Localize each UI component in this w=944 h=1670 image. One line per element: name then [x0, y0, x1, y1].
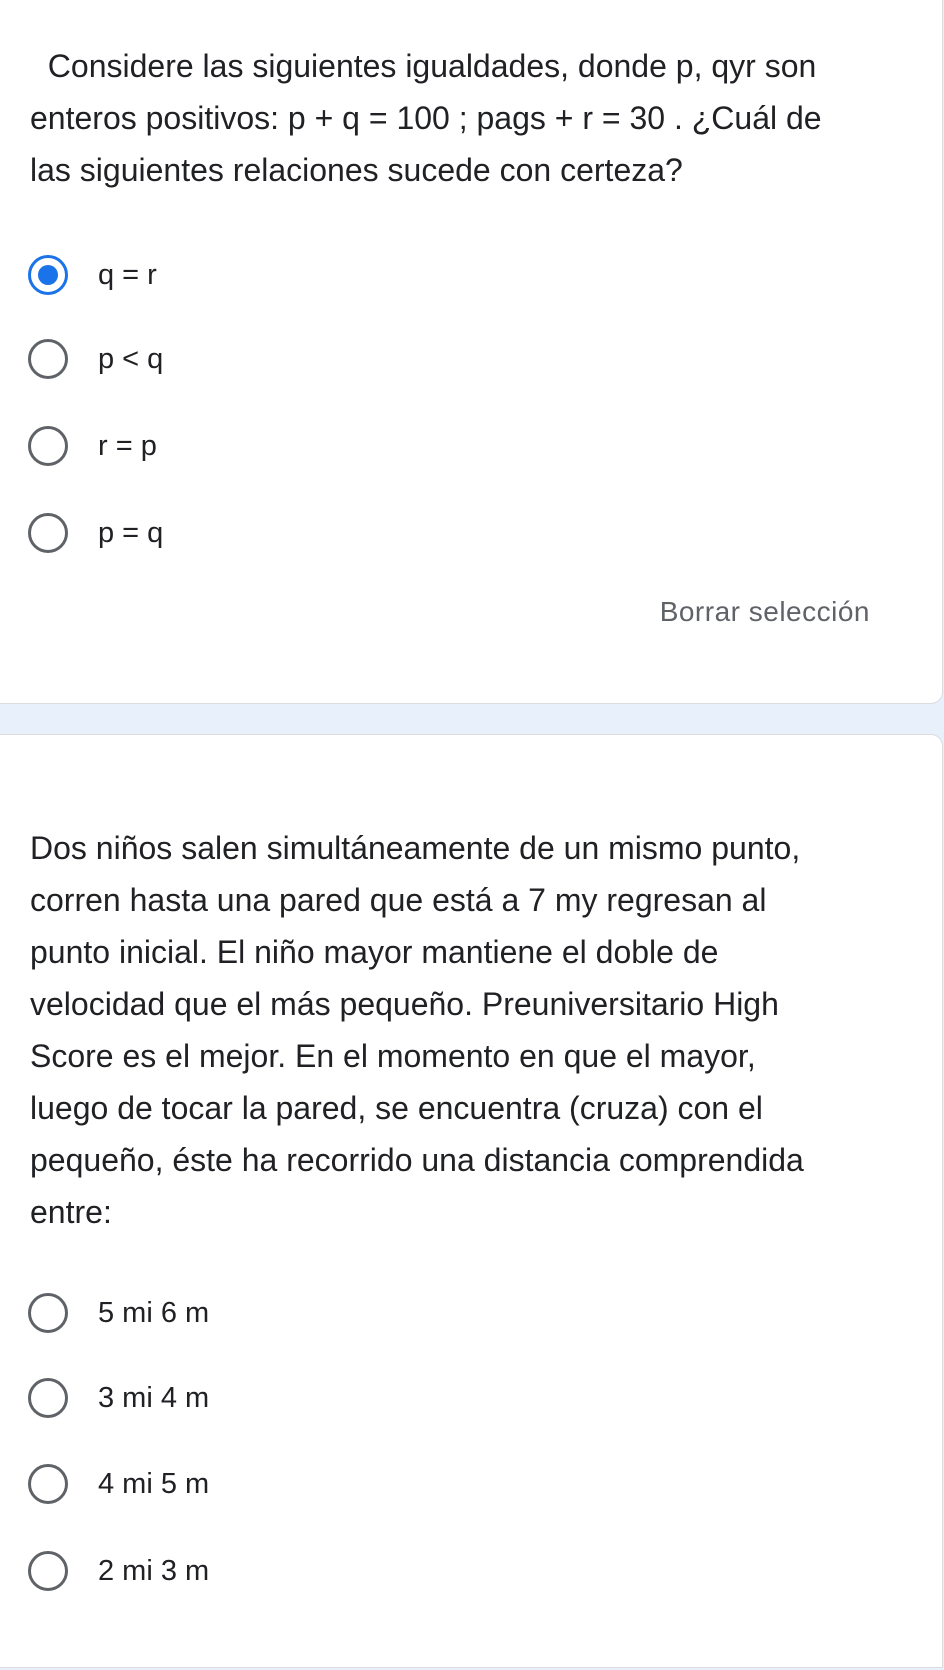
radio-unchecked-icon[interactable] — [28, 1378, 68, 1418]
question-line: luego de tocar la pared, se encuentra (cruza) con el — [30, 1090, 763, 1126]
option-label: 3 mi 4 m — [98, 1381, 210, 1414]
option-label: 2 mi 3 m — [98, 1554, 210, 1587]
question-line: Score es el mejor. En el momento en que el mayor, — [30, 1038, 756, 1074]
option-label: 5 mi 6 m — [98, 1296, 210, 1329]
question-line: entre: — [30, 1194, 112, 1230]
option-label: q = r — [98, 258, 157, 291]
question-line: Considere las siguientes igualdades, donde p, qyr son — [30, 48, 817, 84]
radio-unchecked-icon[interactable] — [28, 339, 68, 379]
question-text — [30, 822, 900, 1238]
question-line: punto inicial. El niño mayor mantiene el doble de — [30, 934, 719, 970]
option-label: p < q — [98, 342, 164, 375]
option-label: 4 mi 5 m — [98, 1467, 210, 1500]
radio-unchecked-icon[interactable] — [28, 513, 68, 553]
question-line: las siguientes relaciones sucede con certeza? — [30, 152, 683, 188]
option-label: p = q — [98, 516, 164, 549]
option-4-5[interactable] — [28, 1459, 528, 1509]
option-label: r = p — [98, 429, 157, 462]
radio-checked-icon[interactable] — [28, 255, 68, 295]
question-line: velocidad que el más pequeño. Preuniversitario High — [30, 986, 779, 1022]
question-line: corren hasta una pared que está a 7 my regresan al — [30, 882, 767, 918]
option-r-eq-p[interactable] — [28, 421, 528, 471]
option-5-6[interactable] — [28, 1288, 528, 1338]
question-card-1 — [0, 0, 943, 704]
option-q-eq-r[interactable] — [28, 250, 528, 300]
radio-unchecked-icon[interactable] — [28, 426, 68, 466]
radio-unchecked-icon[interactable] — [28, 1293, 68, 1333]
question-line: enteros positivos: p + q = 100 ; pags + r = 30 . ¿Cuál de — [30, 100, 822, 136]
option-p-eq-q[interactable] — [28, 508, 528, 558]
question-line: Dos niños salen simultáneamente de un mismo punto, — [30, 830, 801, 866]
question-text — [30, 40, 900, 196]
radio-unchecked-icon[interactable] — [28, 1551, 68, 1591]
option-2-3[interactable] — [28, 1546, 528, 1596]
question-line: pequeño, éste ha recorrido una distancia comprendida — [30, 1142, 804, 1178]
option-p-lt-q[interactable] — [28, 334, 528, 384]
clear-selection-button[interactable]: Borrar selección — [659, 596, 870, 627]
option-3-4[interactable] — [28, 1373, 528, 1423]
radio-unchecked-icon[interactable] — [28, 1464, 68, 1504]
